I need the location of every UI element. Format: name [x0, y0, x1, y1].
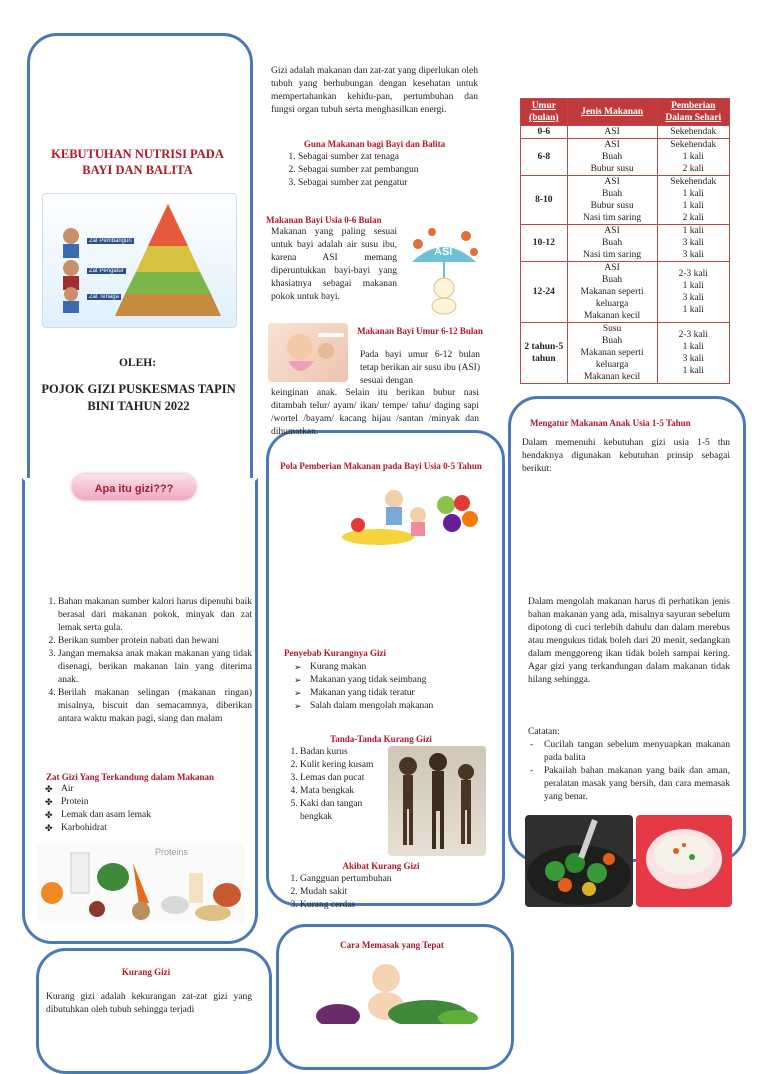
table-age: 8-10: [521, 176, 568, 225]
table-cell: 1 kali: [682, 152, 704, 162]
table-cell: 1 kali: [682, 342, 704, 352]
akibat-title: Akibat Kurang Gizi: [342, 861, 420, 871]
list-item: 3. Lemas dan pucat: [300, 772, 396, 785]
table-cell: 3 kali: [682, 238, 704, 248]
table-row: [521, 126, 730, 139]
guna-makanan-title: Guna Makanan bagi Bayi dan Balita: [303, 139, 446, 149]
cover-author: POJOK GIZI PUSKESMAS TAPIN BINI TAHUN 2022: [41, 382, 236, 413]
table-cell: 1 kali: [682, 189, 704, 199]
table-cell: Buah: [602, 152, 623, 162]
malnourished-children-image: [388, 746, 486, 856]
list-item: 2. Kulit kering kusam: [300, 759, 396, 772]
table-cell: 2 kali: [682, 164, 704, 174]
table-header-age: Umur (bulan): [521, 99, 568, 126]
atur-text: Dalam memenuhi kebutuhan gizi usia 1-5 thn hendaknya digunakan kebutuhan prinsip sebagai berikut:: [522, 438, 730, 474]
table-cell: Nasi tim saring: [583, 250, 642, 260]
kurang-gizi-title: Kurang Gizi: [121, 967, 171, 977]
table-cell: 3 kali: [682, 293, 704, 303]
table-cell: ASI: [604, 127, 620, 137]
list-item: 1. Gangguan pertumbuhan: [300, 873, 480, 886]
table-foods: [567, 262, 657, 323]
pyramid-label-1: Zat Pembangun: [89, 238, 132, 244]
table-cell: Buah: [602, 189, 623, 199]
children-fruit-image: [338, 485, 486, 547]
proteins-image-label: Proteins: [155, 847, 189, 857]
pola-title: Pola Pemberian Makanan pada Bayi Usia 0-5 Tahun: [280, 461, 482, 471]
table-header-freq: Pemberian Dalam Sehari: [657, 99, 730, 126]
list-item: ➢ Kurang makan: [294, 661, 494, 674]
asi-image-label: ASI: [434, 246, 453, 258]
table-cell: 1 kali: [682, 281, 704, 291]
list-item: 4. Mata bengkak: [300, 785, 396, 798]
guna-makanan-list: [298, 151, 478, 190]
list-item: ✤ Protein: [45, 796, 235, 809]
table-cell: Sekehendak: [670, 140, 717, 150]
feeding-tips-list: [58, 596, 252, 726]
list-item: ✤ Karbohidrat: [45, 822, 235, 835]
list-item: ➢ Salah dalam mengolah makanan: [294, 700, 494, 713]
catatan-list: [528, 739, 730, 804]
cooking-food-image: [525, 815, 633, 907]
table-row: [521, 176, 730, 225]
asi-image: [404, 222, 484, 316]
table-cell: 2 kali: [682, 213, 704, 223]
guna-item: 1. Sebagai sumber zat tenaga: [298, 151, 478, 164]
akibat-list: [300, 873, 480, 912]
table-row: [521, 262, 730, 323]
table-cell: 3 kali: [682, 250, 704, 260]
table-cell: 1 kali: [682, 366, 704, 376]
apa-itu-gizi-button[interactable]: [72, 474, 196, 500]
table-cell: 1 kali: [682, 201, 704, 211]
list-item: 3. Jangan memaksa anak makan makanan yang tidak disenagi, berikan makanan lain yang diterima anak.: [58, 648, 252, 687]
table-freq: [657, 126, 730, 139]
table-cell: Makanan kecil: [583, 311, 641, 321]
table-freq: [657, 225, 730, 262]
table-cell: Makanan kecil: [583, 372, 641, 382]
atur-title: Mengatur Makanan Anak Usia 1-5 Tahun: [530, 418, 691, 428]
table-foods: [567, 225, 657, 262]
table-age: 12-24: [521, 262, 568, 323]
guna-item: 3. Sebagai sumber zat pengatur: [298, 177, 478, 190]
baby-porridge-image: [636, 815, 732, 907]
table-age: 2 tahun-5 tahun: [521, 323, 568, 384]
gizi-intro-text: Gizi adalah makanan dan zat-zat yang diperlukan oleh tubuh yang berhubungan dengan kesehatan untuk mempertahankan kehidu-pan, pertumbuhan dan fungsi organ tubuh serta menghasilkan energi.: [271, 66, 478, 115]
table-cell: Sekehendak: [670, 177, 717, 187]
table-freq: [657, 176, 730, 225]
penyebab-list: [294, 661, 494, 713]
pyramid-label-2: Zat Pengatur: [89, 268, 124, 274]
bayi-6-12-text-full: keinginan anak. Selain itu berikan bubur nasi ditambah telur/ ayam/ ikan/ tempe/ tahu/ daging sapi /wortel /bayam/ kacang hijau /santan /minyak dan dihumatkan.: [271, 388, 479, 437]
table-cell: 3 kali: [682, 354, 704, 364]
table-cell: Makanan seperti keluarga: [580, 287, 644, 309]
bayi-6-12-text-side: Pada bayi umur 6-12 bulan tetap berikan air susu ibu (ASI) sesuai dengan: [360, 350, 480, 386]
table-foods: [567, 139, 657, 176]
list-item: 2. Berikan sumber protein nabati dan hewani: [58, 635, 252, 648]
guna-item: 2. Sebagai sumber zat pembangun: [298, 164, 478, 177]
list-item: 1. Bahan makanan sumber kalori harus dipenuhi baik berasal dari makanan pokok, minyak dan zat lemak serta gula.: [58, 596, 252, 635]
zat-gizi-list: [45, 783, 235, 835]
bayi-0-6-title: Makanan Bayi Usia 0-6 Bulan: [266, 215, 382, 225]
table-freq: [657, 262, 730, 323]
table-cell: ASI: [604, 140, 620, 150]
table-cell: 1 kali: [682, 226, 704, 236]
baby-eating-image: [268, 323, 348, 382]
table-cell: 2-3 kali: [678, 330, 708, 340]
list-item: - Cucilah tangan sebelum menyuapkan makanan pada balita: [528, 739, 730, 765]
table-cell: 1 kali: [682, 305, 704, 315]
table-cell: ASI: [604, 226, 620, 236]
tanda-list: [300, 746, 396, 824]
baby-vegetables-image: [308, 956, 484, 1024]
table-cell: Bubur susu: [590, 201, 634, 211]
penyebab-title: Penyebab Kurangnya Gizi: [284, 648, 387, 658]
zat-gizi-title: Zat Gizi Yang Terkandung dalam Makanan: [46, 772, 214, 782]
table-cell: Buah: [602, 336, 623, 346]
list-item: 1. Badan kurus: [300, 746, 396, 759]
table-cell: Buah: [602, 275, 623, 285]
table-row: [521, 323, 730, 384]
feeding-table: [520, 98, 730, 384]
table-age: 0-6: [521, 126, 568, 139]
atur-text-2: Dalam mengolah makanan harus di perhatikan jenis bahan makanan yang ada, misalnya sayuran sebelum dipotong di cuci terlebih dahulu dan dalam merebus atau mengukus tidak boleh dari 20 menit, sedangkan dalam menggoreng ikan tidak boleh sampai kering. Agar gizi yang terkandungan dalam makanan tidak hilang sehingga.: [528, 597, 730, 685]
bayi-6-12-title: Makanan Bayi Umur 6-12 Bulan: [357, 326, 483, 336]
catatan-label: Catatan:: [528, 727, 560, 737]
bayi-0-6-text: Makanan yang paling sesuai untuk bayi adalah air susu ibu, karena ASI memang diperuntukkan bayi-bayi yang khasiatnya sebagai makanan pokok untuk bayi.: [271, 227, 397, 302]
apa-itu-gizi-label: Apa itu gizi???: [94, 483, 174, 495]
tanda-title: Tanda-Tanda Kurang Gizi: [330, 734, 432, 744]
list-item: ✤ Air: [45, 783, 235, 796]
table-foods: [567, 176, 657, 225]
list-item: ✤ Lemak dan asam lemak: [45, 809, 235, 822]
table-header-row: [521, 99, 730, 126]
kurang-gizi-text: Kurang gizi adalah kekurangan zat-zat gizi yang dibutuhkan oleh tubuh sehingga terjadi: [46, 992, 252, 1015]
table-cell: 2-3 kali: [678, 269, 708, 279]
list-item: 4. Berilah makanan selingan (makanan ringan) misalnya, biscuit dan semacamnya, diberikan antara waktu makan pagi, siang dan malam: [58, 687, 252, 726]
table-freq: [657, 139, 730, 176]
table-cell: ASI: [604, 177, 620, 187]
food-pyramid-image: [42, 193, 237, 328]
table-row: [521, 225, 730, 262]
table-foods: [567, 126, 657, 139]
table-freq: [657, 323, 730, 384]
proteins-image: [37, 843, 245, 923]
masak-title: Cara Memasak yang Tepat: [340, 940, 444, 950]
list-item: - Pakailah bahan makanan yang baik dan aman, peralatan masak yang bersih, dan cara memasak yang benar.: [528, 765, 730, 804]
table-cell: Susu: [602, 324, 622, 334]
list-item: 2. Mudah sakit: [300, 886, 480, 899]
table-age: 6-8: [521, 139, 568, 176]
table-age: 10-12: [521, 225, 568, 262]
table-row: [521, 139, 730, 176]
pyramid-label-3: Zat Tenaga: [89, 294, 119, 300]
list-item: ➢ Makanan yang tidak teratur: [294, 687, 494, 700]
list-item: 3. Kurang cerdas: [300, 899, 480, 912]
list-item: 5. Kaki dan tangan bengkak: [300, 798, 396, 824]
table-cell: Makanan seperti keluarga: [580, 348, 644, 370]
table-header-food: Jenis Makanan: [567, 99, 657, 126]
table-foods: [567, 323, 657, 384]
oleh-label: OLEH:: [118, 357, 157, 369]
table-cell: Nasi tim saring: [583, 213, 642, 223]
table-cell: Buah: [602, 238, 623, 248]
table-cell: Sekehendak: [670, 127, 717, 137]
table-cell: Bubur susu: [590, 164, 634, 174]
cover-title: KEBUTUHAN NUTRISI PADA BAYI DAN BALITA: [51, 147, 224, 177]
list-item: ➢ Makanan yang tidak seimbang: [294, 674, 494, 687]
table-cell: ASI: [604, 263, 620, 273]
